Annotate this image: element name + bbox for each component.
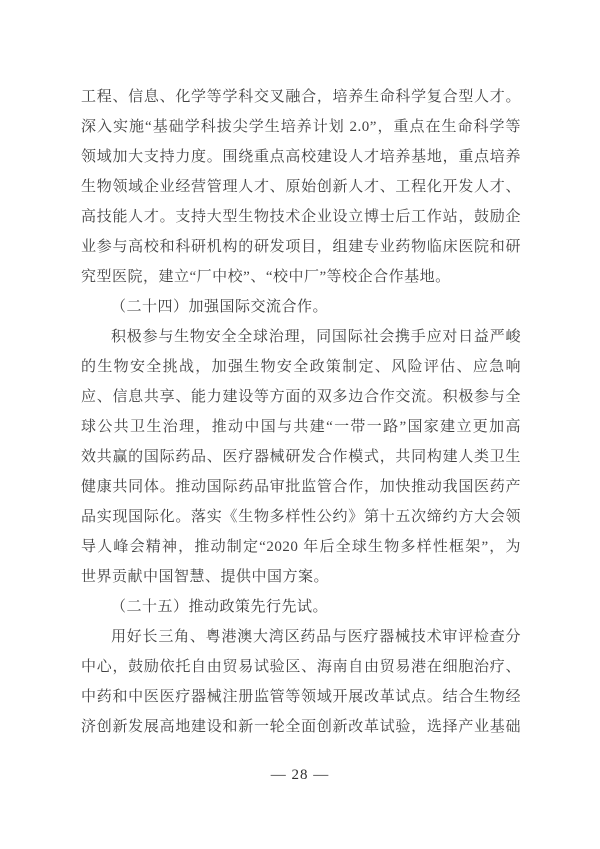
text-line: 生物领域企业经营管理人才、原始创新人才、工程化开发人才、	[81, 179, 521, 195]
text-line: 业参与高校和科研机构的研发项目，组建专业药物临床医院和研	[81, 239, 521, 255]
text-line: 导人峰会精神，推动制定“2020 年后全球生物多样性框架”，为	[81, 539, 521, 555]
text-line: 积极参与生物安全全球治理，同国际社会携手应对日益严峻	[111, 329, 521, 345]
text-line: 高技能人才。支持大型生物技术企业设立博士后工作站，鼓励企	[81, 209, 521, 225]
text-line: 效共赢的国际药品、医疗器械研发合作模式，共同构建人类卫生	[81, 449, 521, 465]
text-line: 世界贡献中国智慧、提供中国方案。	[81, 569, 330, 585]
text-line: 究型医院，建立“厂中校”、“校中厂”等校企合作基地。	[81, 269, 451, 285]
text-line: 球公共卫生治理，推动中国与共建“一带一路”国家建立更加高	[81, 419, 521, 435]
text-line: 应、信息共享、能力建设等方面的双多边合作交流。积极参与全	[81, 389, 521, 405]
text-line: 济创新发展高地建设和新一轮全面创新改革试验，选择产业基础	[81, 719, 521, 735]
text-line: 健康共同体。推动国际药品审批监管合作，加快推动我国医药产	[81, 479, 521, 495]
text-line: 品实现国际化。落实《生物多样性公约》第十五次缔约方大会领	[81, 509, 521, 525]
heading-section-24: （二十四）加强国际交流合作。	[111, 299, 329, 315]
text-line: 领域加大支持力度。围绕重点高校建设人才培养基地，重点培养	[81, 149, 521, 165]
text-line: 的生物安全挑战，加强生物安全政策制定、风险评估、应急响	[81, 359, 521, 375]
page-number: — 28 —	[270, 767, 330, 783]
body-text-block	[81, 82, 521, 742]
text-line: 中心，鼓励依托自由贸易试验区、海南自由贸易港在细胞治疗、	[81, 659, 521, 675]
text-line: 用好长三角、粤港澳大湾区药品与医疗器械技术审评检查分	[111, 629, 521, 645]
text-line: 工程、信息、化学等学科交叉融合，培养生命科学复合型人才。	[81, 89, 521, 105]
text-line: 深入实施“基础学科拔尖学生培养计划 2.0”，重点在生命科学等	[81, 119, 521, 135]
text-line: 中药和中医医疗器械注册监管等领域开展改革试点。结合生物经	[81, 689, 521, 705]
heading-section-25: （二十五）推动政策先行先试。	[111, 599, 329, 615]
